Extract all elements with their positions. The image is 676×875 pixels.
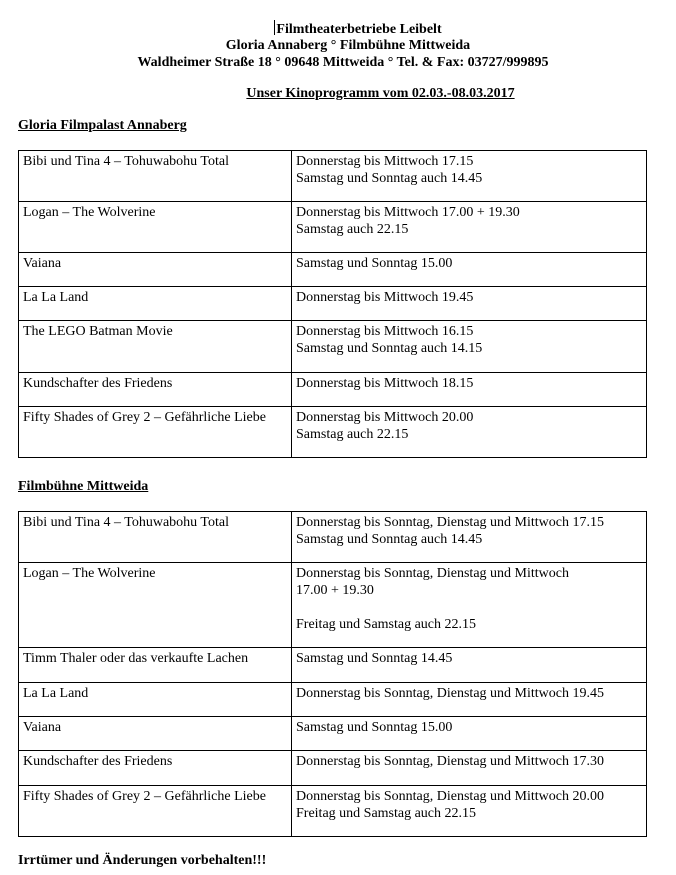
schedule-line: Samstag auch 22.15 (296, 427, 409, 442)
film-cell: The LEGO Batman Movie (19, 321, 292, 373)
schedule-line: Donnerstag bis Sonntag, Dienstag und Mittwoch (296, 566, 569, 581)
schedule-line: Donnerstag bis Mittwoch 20.00 (296, 410, 474, 425)
section-title-annaberg: Gloria Filmpalast Annaberg (18, 118, 187, 133)
schedule-line: Freitag und Samstag auch 22.15 (296, 617, 477, 632)
schedule-line: Donnerstag bis Mittwoch 18.15 (296, 376, 474, 391)
schedule-line: Samstag auch 22.15 (296, 222, 409, 237)
table-row (19, 253, 647, 287)
schedule-table-body (19, 512, 647, 837)
header-company-line (40, 20, 676, 37)
schedule-line: Donnerstag bis Mittwoch 17.00 + 19.30 (296, 205, 520, 220)
schedule-table-mittweida (18, 511, 647, 837)
schedule-line: Donnerstag bis Sonntag, Dienstag und Mittwoch 17.30 (296, 754, 604, 769)
table-row (19, 151, 647, 202)
schedule-cell (292, 407, 647, 458)
table-row (19, 563, 647, 648)
film-cell: Vaiana (19, 717, 292, 751)
table-row (19, 321, 647, 373)
schedule-cell (292, 648, 647, 683)
program-title: Unser Kinoprogramm vom 02.03.-08.03.2017 (246, 86, 515, 101)
schedule-cell (292, 786, 647, 837)
schedule-line: Donnerstag bis Sonntag, Dienstag und Mittwoch 19.45 (296, 686, 604, 701)
schedule-line: 17.00 + 19.30 (296, 583, 374, 598)
film-cell: Bibi und Tina 4 – Tohuwabohu Total (19, 512, 292, 563)
schedule-line: Samstag und Sonntag auch 14.15 (296, 341, 483, 356)
table-row (19, 751, 647, 786)
schedule-line: Donnerstag bis Mittwoch 16.15 (296, 324, 474, 339)
schedule-line: Samstag und Sonntag auch 14.45 (296, 532, 483, 547)
film-cell: La La Land (19, 683, 292, 717)
table-row (19, 683, 647, 717)
schedule-table-body (19, 151, 647, 458)
schedule-line: Samstag und Sonntag 15.00 (296, 720, 453, 735)
address-line: Waldheimer Straße 18 ° 09648 Mittweida ° Tel. & Fax: 03727/999895 (137, 55, 549, 70)
film-cell: Fifty Shades of Grey 2 – Gefährliche Liebe (19, 786, 292, 837)
schedule-cell (292, 751, 647, 786)
schedule-cell (292, 253, 647, 287)
film-cell: Vaiana (19, 253, 292, 287)
disclaimer-footer: Irrtümer und Änderungen vorbehalten!!! (18, 853, 267, 868)
table-row (19, 373, 647, 407)
schedule-line: Donnerstag bis Mittwoch 19.45 (296, 290, 474, 305)
film-cell: Timm Thaler oder das verkaufte Lachen (19, 648, 292, 683)
schedule-cell (292, 683, 647, 717)
schedule-cell (292, 151, 647, 202)
cinema-names: Gloria Annaberg ° Filmbühne Mittweida (225, 38, 471, 53)
schedule-line: Donnerstag bis Sonntag, Dienstag und Mittwoch 17.15 (296, 515, 604, 530)
schedule-cell (292, 512, 647, 563)
film-cell: Logan – The Wolverine (19, 563, 292, 648)
document-header (0, 20, 676, 71)
schedule-cell (292, 373, 647, 407)
film-cell: Kundschafter des Friedens (19, 373, 292, 407)
schedule-line: Samstag und Sonntag 14.45 (296, 651, 453, 666)
schedule-table-annaberg (18, 150, 647, 458)
film-cell: Logan – The Wolverine (19, 202, 292, 253)
table-row (19, 717, 647, 751)
schedule-cell (292, 717, 647, 751)
schedule-cell (292, 202, 647, 253)
table-row (19, 648, 647, 683)
film-cell: Fifty Shades of Grey 2 – Gefährliche Liebe (19, 407, 292, 458)
schedule-line: Samstag und Sonntag auch 14.45 (296, 171, 483, 186)
section-title-mittweida: Filmbühne Mittweida (18, 479, 149, 494)
film-cell: Kundschafter des Friedens (19, 751, 292, 786)
schedule-line: Samstag und Sonntag 15.00 (296, 256, 453, 271)
table-row (19, 512, 647, 563)
film-cell: Bibi und Tina 4 – Tohuwabohu Total (19, 151, 292, 202)
film-cell: La La Land (19, 287, 292, 321)
company-name: Filmtheaterbetriebe Leibelt (276, 22, 442, 37)
schedule-line (296, 599, 642, 616)
schedule-cell (292, 563, 647, 648)
schedule-line: Freitag und Samstag auch 22.15 (296, 806, 477, 821)
table-row (19, 786, 647, 837)
schedule-cell (292, 321, 647, 373)
table-row (19, 202, 647, 253)
table-row (19, 287, 647, 321)
schedule-cell (292, 287, 647, 321)
schedule-line: Donnerstag bis Sonntag, Dienstag und Mittwoch 20.00 (296, 789, 604, 804)
schedule-line: Donnerstag bis Mittwoch 17.15 (296, 154, 474, 169)
table-row (19, 407, 647, 458)
